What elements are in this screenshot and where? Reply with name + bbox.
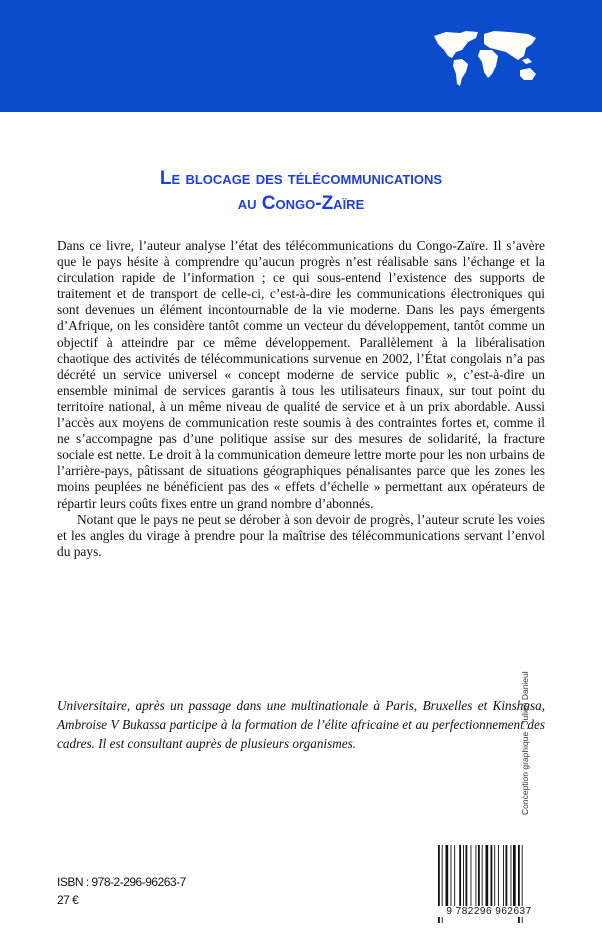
- book-title-line-1: Le blocage des télécommunications: [159, 168, 443, 189]
- price: 27 €: [57, 893, 79, 907]
- barcode-number: 9 782296 962637: [432, 906, 546, 917]
- summary-text: [57, 238, 545, 560]
- world-map-icon: [432, 28, 542, 90]
- design-credit: Conception graphique : Julien Danieul: [520, 671, 530, 815]
- cover-header-band: [0, 0, 602, 112]
- isbn-number: ISBN : 978-2-296-96263-7: [57, 875, 186, 889]
- isbn-block: [57, 873, 186, 909]
- summary-paragraph-1: Dans ce livre, l’auteur analyse l’état des télécommunications du Congo-Zaïre. Il s’avère que le pays hésite à comprendre qu’aucun progrès n’est réalisable sans l’échange et la circulation rapide de l’information ; ce qui sous-entend l’existence des supports de traitement et de transport de celle-ci, c’est-à-dire les communications électroniques qui sont devenues un élément incontournable de la vie moderne. Dans les pays émergents d’Afrique, on les considère tantôt comme un vecteur du développement, tantôt comme un objectif à atteindre par ce même développement. Parallèlement à la libéralisation chaotique des activités de télécommunications survenue en 2002, l’État congolais n’a pas décrété un service universel « concept moderne de service public », c’est-à-dire un ensemble minimal de services garantis à tous les utilisateurs finaux, sur tout point du territoire national, à un même niveau de qualité de service et à un prix abordable. Aussi l’accès aux moyens de communication reste soumis à des contraintes fortes et, comme il ne s’accompagne pas d’une politique assise sur des mesures de solidarité, la fracture sociale est nette. Le droit à la communication demeure lettre morte pour les non urbains de l’arrière-pays, pâtissant de situations géographiques pénalisantes parce que les zones les moins peuplées ne bénéficient pas des « effets d’échelle » permettant aux opérateurs de répartir leurs coûts fixes entre un grand nombre d’abonnés.: [57, 238, 545, 511]
- book-title-line-2: au Congo-Zaïre: [237, 193, 365, 214]
- author-bio: Universitaire, après un passage dans une multinationale à Paris, Bruxelles et Kinshasa, Ambroise V Bukassa participe à la formation de l’élite africaine et au perfectionnement des cadres. Il est consultant auprès de plusieurs organismes.: [57, 698, 545, 751]
- summary-paragraph-2: Notant que le pays ne peut se dérober à son devoir de progrès, l’auteur scrute les voies et les angles du virage à prendre pour la maîtrise des télécommunications servant l’envol du pays.: [57, 511, 545, 559]
